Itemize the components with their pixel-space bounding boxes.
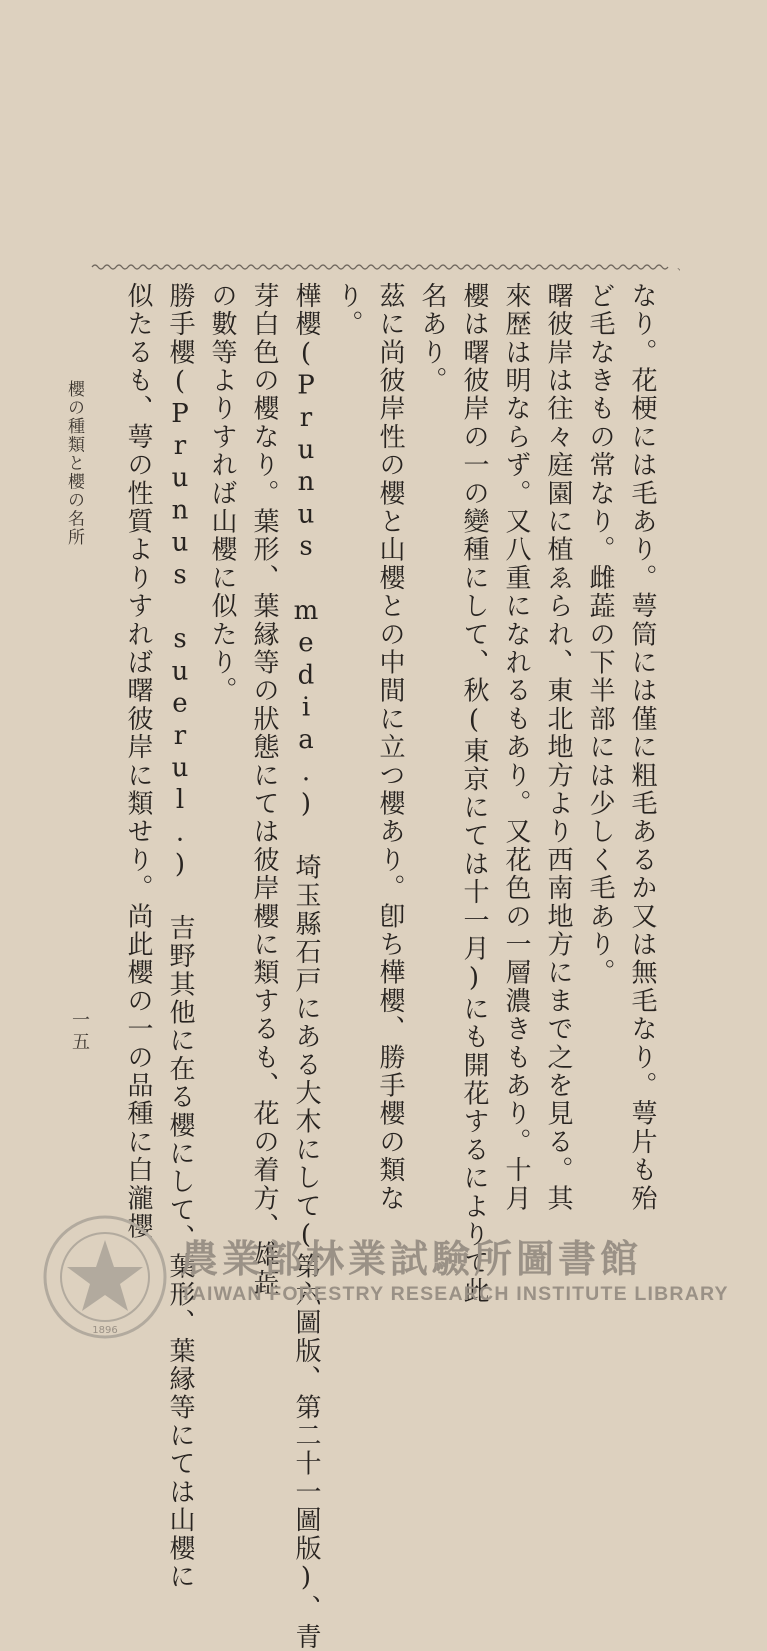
text-column-7: 茲に尚彼岸性の櫻と山櫻との中間に立つ櫻あり。卽ち樺櫻、勝手櫻の類な — [375, 282, 405, 1213]
text-column-1: なり。花梗には毛あり。萼筒には僅に粗毛あるか又は無毛なり。萼片も殆 — [627, 282, 657, 1213]
text-column-11: の數等よりすれば山櫻に似たり。 — [207, 282, 237, 705]
svg-text:、: 、 — [677, 262, 687, 273]
text-column-13: 似たるも、萼の性質よりすれば曙彼岸に類せり。尚此櫻の一の品種に白瀧櫻 — [123, 282, 153, 1241]
text-column-4: 來歴は明ならず。又八重になれるもあり。又花色の一層濃きもあり。十月 — [501, 282, 531, 1213]
library-seal-icon — [40, 1212, 170, 1342]
seal-year: 1896 — [92, 1325, 118, 1336]
text-column-6: 名あり。 — [417, 282, 447, 395]
text-column-8: り。 — [333, 282, 363, 339]
text-column-12: 勝手櫻(Prunus suerul.) 吉野其他に在る櫻にして、葉形、葉縁等にては山櫻に — [165, 282, 195, 1591]
library-name-chinese: 農業部林業試驗所圖書館 — [180, 1237, 643, 1281]
library-name-english: TAIWAN FORESTRY RESEARCH INSTITUTE LIBRARY — [180, 1283, 729, 1305]
text-column-10: 芽白色の櫻なり。葉形、葉縁等の狀態にては彼岸櫻に類するも、花の着方、雄蕋 — [249, 282, 279, 1298]
text-column-9: 樺櫻(Prunus media.) 埼玉縣石戸にある大木にして(第六圖版、第二十一圖版)、青 — [291, 282, 321, 1651]
page-number: 一五 — [69, 1010, 90, 1054]
text-column-3: 曙彼岸は往々庭園に植ゑられ、東北地方より西南地方にまで之を見る。其 — [543, 282, 573, 1213]
text-column-5: 櫻は曙彼岸の一の變種にして、秋(東京にては十一月)にも開花するによりて此 — [459, 282, 489, 1306]
wavy-header-rule — [92, 258, 687, 276]
running-head: 櫻の種類と櫻の名所 — [64, 380, 84, 547]
text-column-2: ど毛なきもの常なり。雌蕋の下半部には少しく毛あり。 — [585, 282, 615, 987]
